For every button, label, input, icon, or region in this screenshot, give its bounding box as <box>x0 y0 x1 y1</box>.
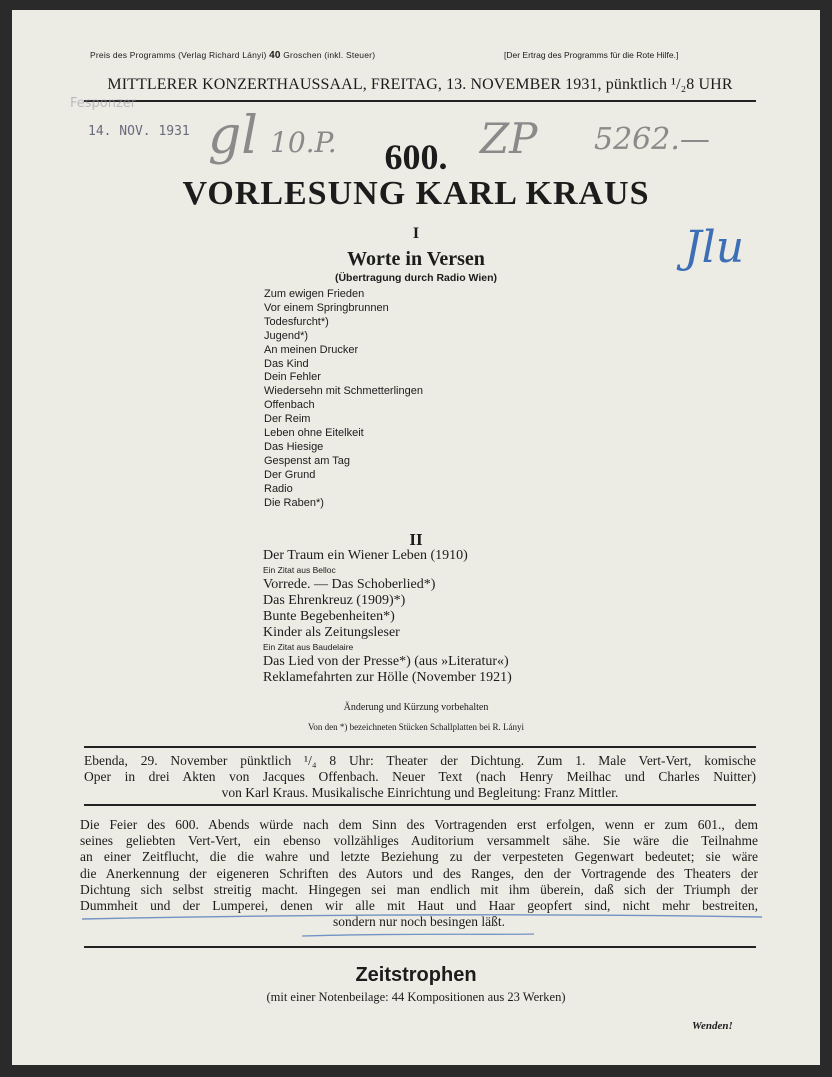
part-two-list <box>263 548 512 686</box>
price-note-pre: Preis des Programms (Verlag Richard Lányi) <box>90 50 270 60</box>
proceeds-note: [Der Ertrag des Programms für die Rote Hilfe.] <box>504 50 679 60</box>
rule-before-announcement <box>84 746 756 748</box>
part-one-item: Gespenst am Tag <box>264 454 351 467</box>
handwritten-note-4: 5262.— <box>594 122 710 157</box>
part-one-list <box>264 288 423 511</box>
part-one-item: Todesfurcht*) <box>264 315 329 328</box>
price-note <box>90 50 375 61</box>
part-one-item: Wiedersehn mit Schmetterlingen <box>264 385 423 398</box>
statement-line: die Anerkennung der eigeneren Schriften des Autors und des Ranges, den der Vortragende des Theaters der <box>80 865 758 881</box>
footer-heading: Zeitstrophen <box>355 964 477 986</box>
header-rule <box>84 100 756 102</box>
part-one-item: Vor einem Springbrunnen <box>264 301 389 314</box>
announcement <box>84 753 756 801</box>
part-one-item: Das Kind <box>264 357 309 370</box>
part-one-heading: Worte in Versen <box>347 248 485 270</box>
statement-line: Die Feier des 600. Abends würde nach dem Sinn des Vortragenden erst erfolgen, wenn er zum 601., dem <box>80 817 758 832</box>
turn-page-note: Wenden! <box>692 1020 733 1032</box>
part-one-item: An meinen Drucker <box>264 343 359 356</box>
page-title: VORLESUNG KARL KRAUS <box>182 175 650 212</box>
part-one-subheading: (Übertragung durch Radio Wien) <box>334 272 498 284</box>
received-stamp-top: Fesponzer <box>70 96 137 111</box>
statement-line: Dummheit und der Lumperei, denen wir alle mit Haut und Haar geopfert sind, nicht mehr bestreiten, <box>80 898 758 914</box>
part-one-item: Zum ewigen Frieden <box>264 288 365 300</box>
part-two-item: Das Lied von der Presse*) (aus »Literatur«) <box>263 654 509 669</box>
part-two-item: Das Ehrenkreuz (1909)*) <box>263 593 406 608</box>
part-two-item: Kinder als Zeitungsleser <box>263 625 400 640</box>
part-two-item: Der Traum ein Wiener Leben (1910) <box>263 548 468 563</box>
rule-after-announcement <box>84 804 756 806</box>
changes-note: Änderung und Kürzung vorbehalten <box>343 702 489 713</box>
announcement-line: von Karl Kraus. Musikalische Einrichtung und Begleitung: Franz Mittler. <box>221 785 619 800</box>
statement-last-line: sondern nur noch besingen läßt. <box>332 914 506 930</box>
lecture-number: 600. <box>384 137 448 177</box>
part-two-item: Bunte Begebenheiten*) <box>263 609 395 624</box>
part-two-quote-note: Ein Zitat aus Belloc <box>263 565 336 575</box>
part-two-item: Reklamefahrten zur Hölle (November 1921) <box>263 670 512 685</box>
venue-line: MITTLERER KONZERTHAUSSAAL, FREITAG, 13. NOVEMBER 1931, pünktlich ¹/₂8 UHR <box>107 76 733 93</box>
rule-before-footer <box>84 946 756 948</box>
part-one-item: Das Hiesige <box>264 440 324 453</box>
part-one-item: Jugend*) <box>264 329 309 342</box>
announcement-line: Oper in drei Akten von Jacques Offenbach. Neuer Text (nach Henry Meilhac und Charles Nuitter) <box>84 769 756 784</box>
records-note: Von den *) bezeichneten Stücken Schallplatten bei R. Lányi <box>307 722 525 732</box>
handwritten-initials: Jlu <box>684 222 745 273</box>
footer-subheading: (mit einer Notenbeilage: 44 Kompositionen aus 23 Werken) <box>266 990 566 1004</box>
price-note-post: Groschen (inkl. Steuer) <box>280 50 376 60</box>
handwritten-note-2: 10.P. <box>270 126 337 159</box>
statement-line: seines geliebten Vert-Vert, ein ebenso vollzähliges Auditorium versammelt sähe. Sie wäre die Teilnahme <box>80 833 758 849</box>
pencil-underline <box>72 905 772 945</box>
received-stamp-date: 14. NOV. 1931 <box>88 124 190 139</box>
part-one-item: Der Reim <box>264 413 311 426</box>
statement-line: an einer Zeitflucht, die die wahre und letzte Beziehung zu der verpesteten Gegenwart bedeutet; sie wäre <box>80 849 758 865</box>
handwritten-note-3: ZP <box>480 114 538 163</box>
part-two-quote-note: Ein Zitat aus Baudelaire <box>263 642 354 652</box>
part-one-item: Der Grund <box>264 468 316 481</box>
part-one-item: Dein Fehler <box>264 371 321 384</box>
part-one-numeral: I <box>412 225 420 242</box>
part-one-item: Leben ohne Eitelkeit <box>264 427 364 440</box>
program-sheet <box>12 10 820 1065</box>
part-one-item: Offenbach <box>264 399 315 412</box>
part-two-item: Vorrede. — Das Schoberlied*) <box>263 577 436 592</box>
announcement-line: Ebenda, 29. November pünktlich ¹/₄ 8 Uhr: Theater der Dichtung. Zum 1. Male Vert-Vert, komische <box>84 753 756 768</box>
part-two-numeral: II <box>409 530 423 549</box>
part-one-item: Radio <box>264 482 293 495</box>
price-amount: 40 <box>269 50 281 61</box>
handwritten-note-1: gl <box>208 106 258 166</box>
part-one-item: Die Raben*) <box>264 496 324 509</box>
statement-line: Dichtung sich selbst streitig macht. Hingegen sei man endlich mit ihm überein, daß sich der Triumph der <box>80 881 758 897</box>
